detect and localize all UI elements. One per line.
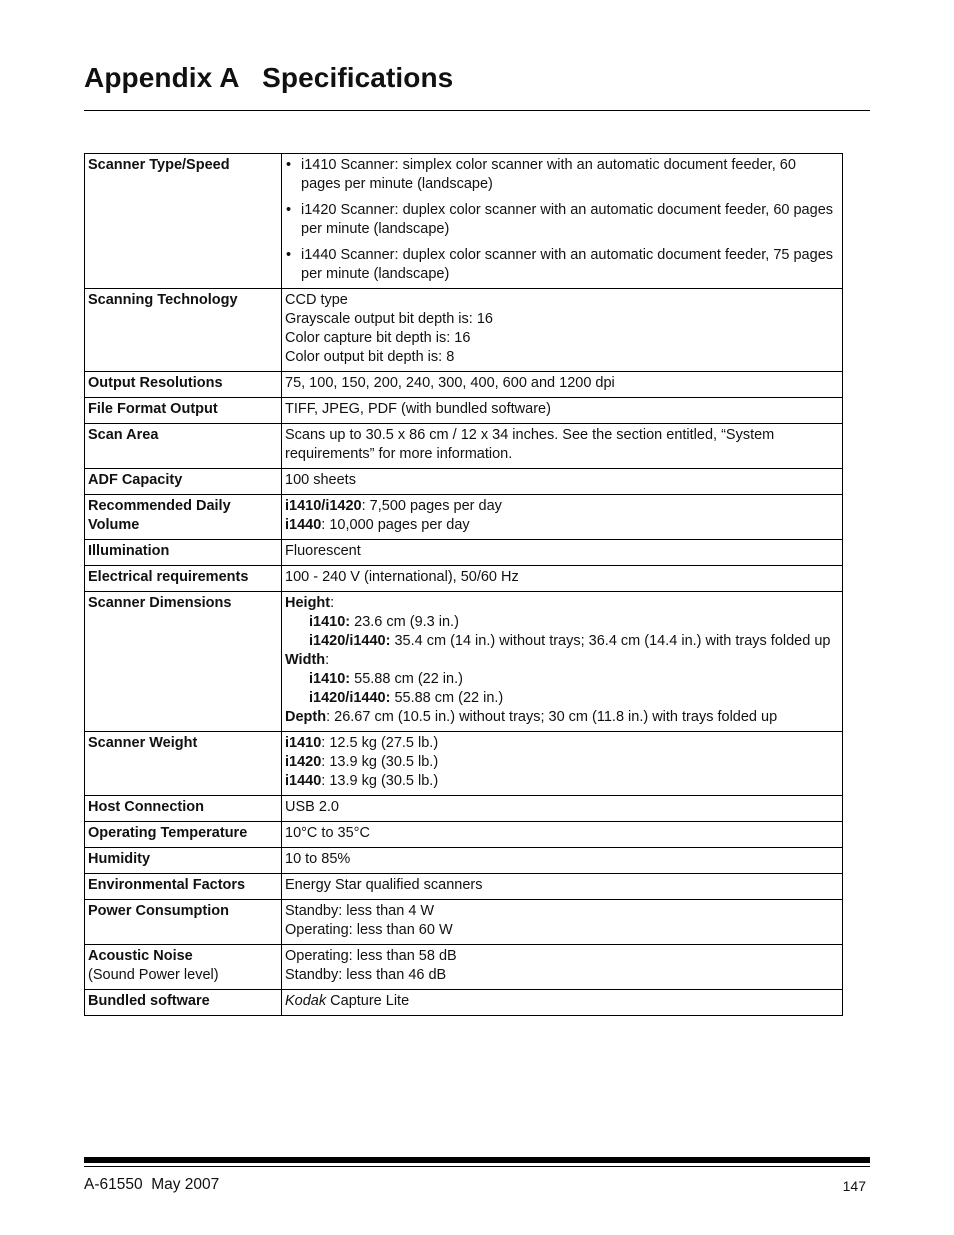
depth-value: : 26.67 cm (10.5 in.) without trays; 30 cm (11.8 in.) with trays folded up [326, 709, 778, 725]
footer-divider [84, 1166, 870, 1167]
model-name: i1440 [285, 517, 322, 533]
spec-value: Energy Star qualified scanners [282, 874, 843, 900]
spec-line: Standby: less than 46 dB [285, 967, 447, 983]
spec-label: Recommended Daily Volume [85, 495, 282, 540]
model-value: : 13.9 kg (30.5 lb.) [321, 754, 439, 770]
spec-label: Host Connection [85, 796, 282, 822]
model-value: : 7,500 pages per day [361, 498, 502, 514]
spec-value: 10 to 85% [282, 848, 843, 874]
page-number: 147 [842, 1178, 866, 1194]
spec-line: Color output bit depth is: 8 [285, 349, 455, 365]
spec-value [282, 900, 843, 945]
spec-line: Color capture bit depth is: 16 [285, 330, 471, 346]
spec-line [285, 753, 839, 772]
model-value: : 10,000 pages per day [321, 517, 470, 533]
model-value: : 12.5 kg (27.5 lb.) [321, 735, 439, 751]
spec-line [285, 497, 839, 516]
document-number: A-61550 May 2007 [84, 1176, 220, 1193]
spec-value: 100 - 240 V (international), 50/60 Hz [282, 566, 843, 592]
spec-line [285, 516, 839, 535]
spec-line: Operating: less than 60 W [285, 922, 453, 938]
model-name: i1420/i1440: [309, 633, 391, 649]
model-value: 23.6 cm (9.3 in.) [350, 614, 459, 630]
depth-label: Depth [285, 709, 327, 725]
model-name: i1420 [285, 754, 322, 770]
width-colon: : [325, 652, 330, 668]
model-name: i1410 [285, 735, 322, 751]
spec-line: Standby: less than 4 W [285, 903, 435, 919]
table-row [85, 592, 843, 732]
spec-value: Fluorescent [282, 540, 843, 566]
spec-label: Humidity [85, 848, 282, 874]
page-title: Appendix A Specifications [84, 62, 454, 93]
spec-line [285, 734, 839, 753]
title-divider [84, 110, 870, 111]
spec-label: Scanner Type/Speed [85, 154, 282, 289]
brand-name: Kodak [285, 993, 327, 1009]
spec-label: Output Resolutions [85, 372, 282, 398]
spec-line [285, 689, 839, 708]
table-row [85, 398, 843, 424]
table-row [85, 900, 843, 945]
spec-line: CCD type [285, 292, 348, 308]
spec-label: Scanning Technology [85, 289, 282, 372]
spec-value [282, 732, 843, 796]
spec-value [282, 289, 843, 372]
spec-line [285, 613, 839, 632]
spec-value: USB 2.0 [282, 796, 843, 822]
table-row [85, 372, 843, 398]
table-row [85, 796, 843, 822]
scanner-type-list [285, 156, 839, 284]
spec-label: Bundled software [85, 990, 282, 1016]
model-value: 55.88 cm (22 in.) [350, 671, 463, 687]
product-name: Capture Lite [326, 993, 410, 1009]
footer-bar [84, 1157, 870, 1163]
spec-value [282, 592, 843, 732]
spec-value: 75, 100, 150, 200, 240, 300, 400, 600 and 1200 dpi [282, 372, 843, 398]
table-row [85, 874, 843, 900]
spec-value [282, 945, 843, 990]
spec-label: ADF Capacity [85, 469, 282, 495]
table-row [85, 424, 843, 469]
spec-line: Operating: less than 58 dB [285, 948, 457, 964]
model-name: i1420/i1440: [309, 690, 391, 706]
spec-value [282, 990, 843, 1016]
spec-label: Power Consumption [85, 900, 282, 945]
table-row [85, 469, 843, 495]
spec-label: Illumination [85, 540, 282, 566]
model-name: i1410: [309, 671, 351, 687]
spec-label: Scanner Dimensions [85, 592, 282, 732]
depth-line [285, 708, 839, 727]
spec-label [85, 945, 282, 990]
spec-label: Scan Area [85, 424, 282, 469]
width-label: Width [285, 652, 326, 668]
table-row [85, 822, 843, 848]
table-row [85, 732, 843, 796]
spec-line: Grayscale output bit depth is: 16 [285, 311, 493, 327]
table-row [85, 289, 843, 372]
height-label: Height [285, 595, 331, 611]
spec-line [285, 772, 839, 791]
list-item: • i1440 Scanner: duplex color scanner with an automatic document feeder, 75 pages per minute (landscape) [285, 246, 839, 284]
spec-value [282, 495, 843, 540]
model-value: 35.4 cm (14 in.) without trays; 36.4 cm (14.4 in.) with trays folded up [390, 633, 831, 649]
spec-label: Operating Temperature [85, 822, 282, 848]
spec-value: Scans up to 30.5 x 86 cm / 12 x 34 inches. See the section entitled, “System requirements” for more information. [282, 424, 843, 469]
model-value: 55.88 cm (22 in.) [390, 690, 504, 706]
spec-line [285, 670, 839, 689]
spec-value [282, 154, 843, 289]
list-item: • i1410 Scanner: simplex color scanner with an automatic document feeder, 60 pages per minute (landscape) [285, 156, 839, 194]
spec-value: TIFF, JPEG, PDF (with bundled software) [282, 398, 843, 424]
spec-label: Environmental Factors [85, 874, 282, 900]
list-item: • i1420 Scanner: duplex color scanner with an automatic document feeder, 60 pages per minute (landscape) [285, 201, 839, 239]
table-row [85, 540, 843, 566]
spec-label: Electrical requirements [85, 566, 282, 592]
specifications-table [84, 153, 843, 1016]
table-row [85, 990, 843, 1016]
model-name: i1410: [309, 614, 351, 630]
model-name: i1410/i1420 [285, 498, 362, 514]
height-colon: : [330, 595, 335, 611]
model-value: : 13.9 kg (30.5 lb.) [321, 773, 439, 789]
table-row [85, 495, 843, 540]
acoustic-noise-label: Acoustic Noise [88, 948, 193, 964]
spec-value: 10°C to 35°C [282, 822, 843, 848]
spec-label: Scanner Weight [85, 732, 282, 796]
table-row [85, 848, 843, 874]
spec-label: File Format Output [85, 398, 282, 424]
spec-value: 100 sheets [282, 469, 843, 495]
acoustic-noise-sublabel: (Sound Power level) [88, 967, 219, 983]
width-heading [285, 651, 839, 670]
table-row [85, 154, 843, 289]
table-row [85, 566, 843, 592]
model-name: i1440 [285, 773, 322, 789]
spec-line [285, 632, 839, 651]
table-row [85, 945, 843, 990]
height-heading [285, 594, 839, 613]
